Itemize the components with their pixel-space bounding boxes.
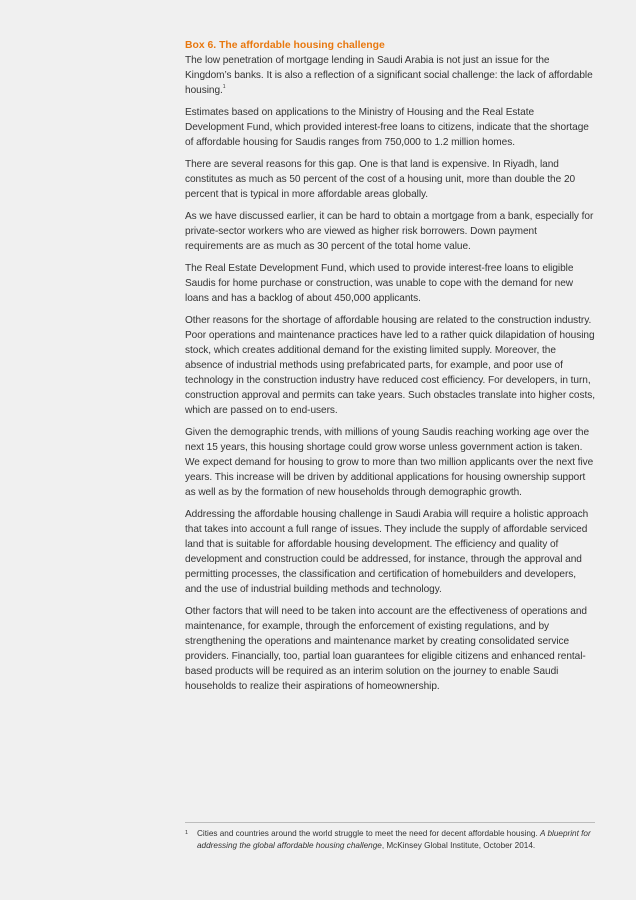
paragraph-8: Addressing the affordable housing challenge in Saudi Arabia will require a holistic approach that takes into account a full range of issues. They include the supply of affordable serviced land that is suitable for affordable housing development. The efficiency and quality of development and construction could be addressed, for instance, through the approval and permitting processes, the classification and certification of homebuilders and developers, and the use of industrial building methods and technology. — [185, 509, 589, 595]
footnote-1 — [185, 828, 595, 851]
footnotes-section — [185, 822, 595, 851]
housing-box — [185, 38, 595, 701]
footnote-text — [197, 828, 595, 851]
footnote-marker: 1 — [185, 830, 189, 836]
paragraph-3: There are several reasons for this gap. One is that land is expensive. In Riyadh, land constitutes as much as 50 percent of the cost of a housing unit, more than double the 20 percent that is typical in more affordable areas globally. — [185, 159, 576, 200]
footnote-text-after: , McKinsey Global Institute, October 2014. — [381, 840, 536, 850]
paragraph-4: As we have discussed earlier, it can be hard to obtain a mortgage from a bank, especially for private-sector workers who are viewed as higher risk borrowers. Down payment requirements are as much as 30 percent of the total home value. — [185, 211, 594, 252]
paragraph-2: Estimates based on applications to the Ministry of Housing and the Real Estate Development Fund, which provided interest-free loans to citizens, indicate that the shortage of affordable housing for Saudis ranges from 750,000 to 1.2 million homes. — [185, 107, 589, 148]
footnote-reference: 1 — [222, 84, 226, 90]
paragraph-1 — [185, 53, 595, 98]
paragraph-text: The low penetration of mortgage lending in Saudi Arabia is not just an issue for the Kingdom’s banks. It is also a reflection of a significant social challenge: the lack of affordable housing. — [185, 55, 593, 96]
paragraph-7: Given the demographic trends, with millions of young Saudis reaching working age over the next 15 years, this housing shortage could grow worse unless government action is taken. We expect demand for housing to grow to more than two million applicants over the next five years. This increase will be driven by additional applications for housing ownership support as well as by the formation of new households through demographic growth. — [185, 427, 594, 498]
footnote-citation-title: A blueprint for addressing the global affordable housing challenge — [197, 829, 591, 850]
paragraph-9: Other factors that will need to be taken into account are the effectiveness of operations and maintenance, for example, through the enforcement of existing regulations, and by strengthening the operations and maintenance market by creating consolidated service providers. Financially, too, partial loan guarantees for eligible citizens and enhanced rental-based products will be required as an interim solution on the journey to enable Saudi households to realize their aspirations of homeownership. — [185, 606, 587, 692]
footnote-text-before: Cities and countries around the world struggle to meet the need for decent affordable housing. — [197, 829, 541, 838]
paragraph-5: The Real Estate Development Fund, which used to provide interest-free loans to eligible Saudis for home purchase or construction, was unable to cope with the demand for new loans and has a backlog of about 450,000 applicants. — [185, 263, 574, 304]
paragraph-6: Other reasons for the shortage of affordable housing are related to the construction industry. Poor operations and maintenance practices have led to a rather quick dilapidation of housing stock, which creates additional demand for the existing limited supply. Moreover, the absence of industrial methods using prefabricated parts, for example, and poor use of technology in the construction industry have reduced cost efficiency. For developers, in turn, construction approval and permits can take years. Such obstacles translate into higher costs, which are passed on to end-users. — [185, 315, 595, 416]
box-title: Box 6. The affordable housing challenge — [185, 40, 385, 51]
